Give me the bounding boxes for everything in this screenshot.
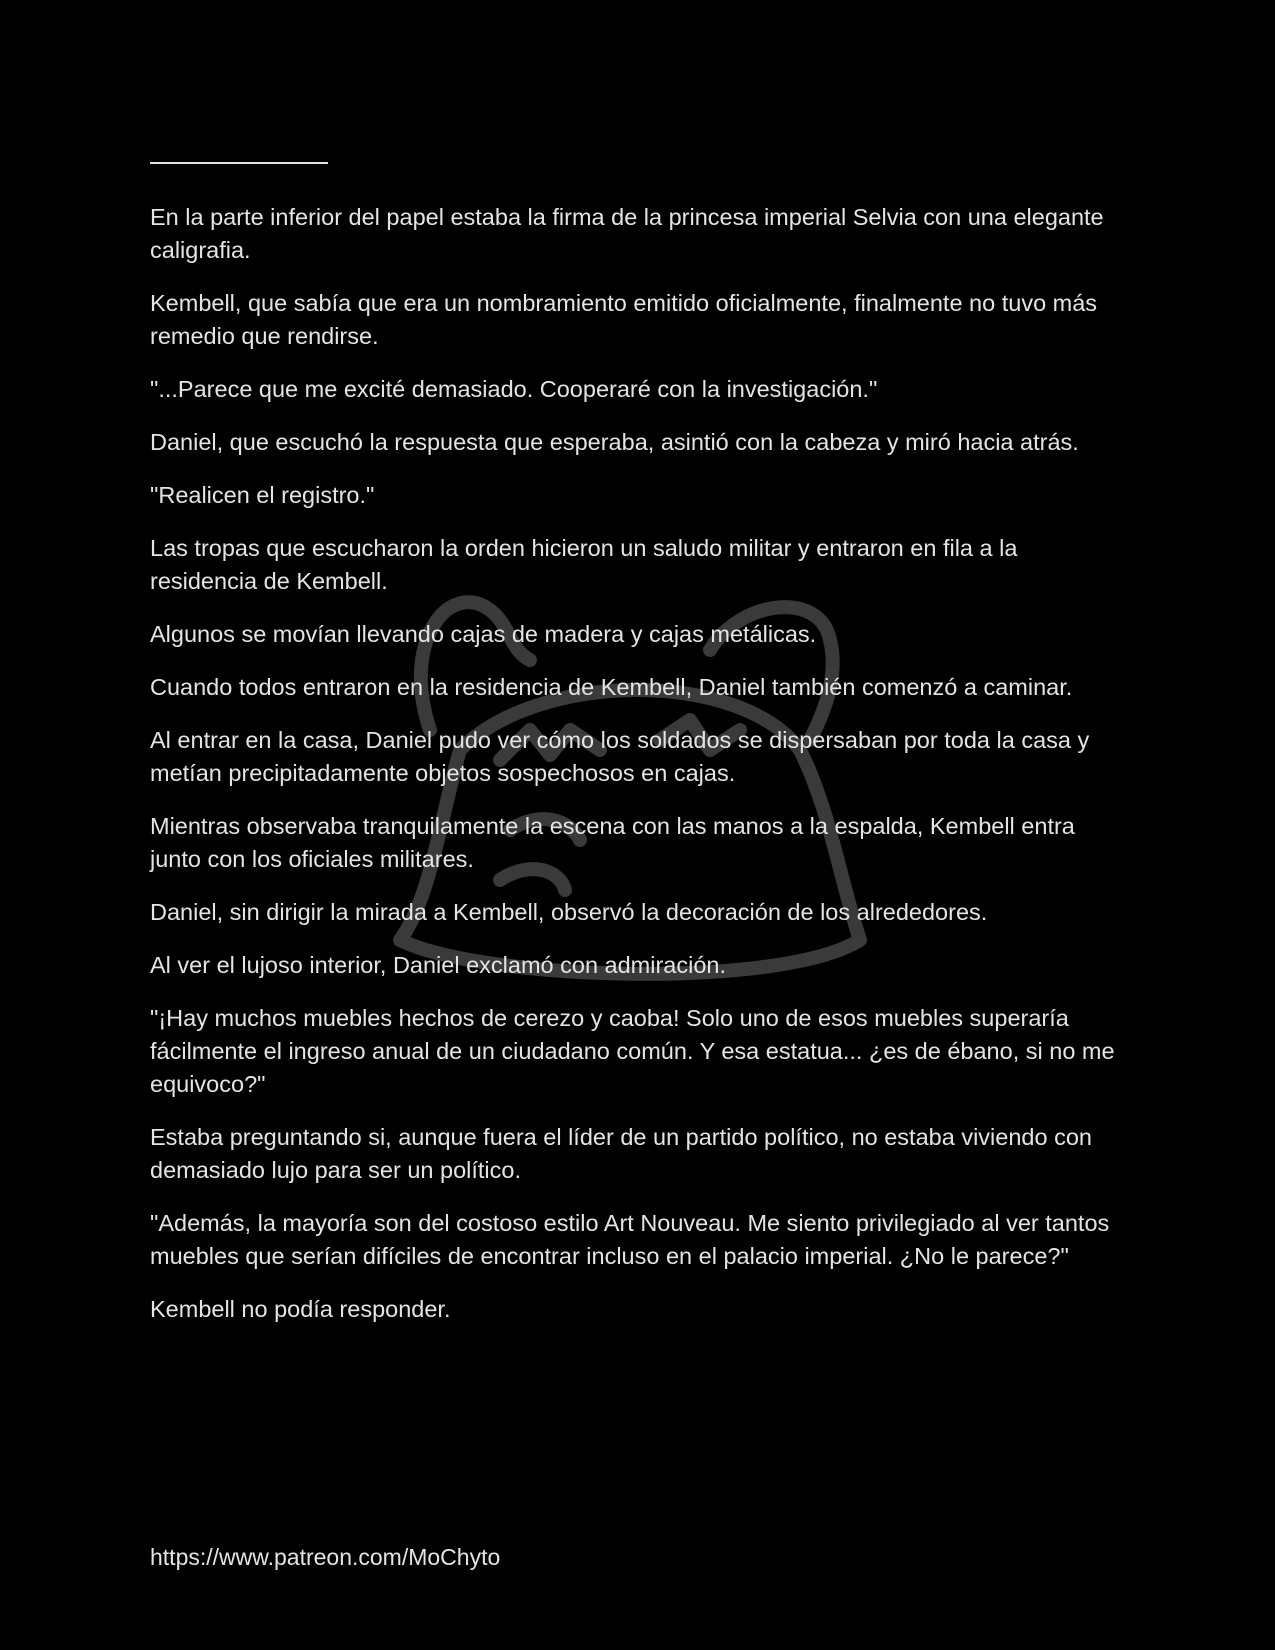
- paragraph: Daniel, que escuchó la respuesta que esperaba, asintió con la cabeza y miró hacia atrás.: [150, 429, 1079, 455]
- patreon-link[interactable]: https://www.patreon.com/MoChyto: [150, 1544, 501, 1570]
- paragraph: Kembell, que sabía que era un nombramiento emitido oficialmente, finalmente no tuvo más remedio que rendirse.: [150, 290, 1098, 349]
- paragraph: "Además, la mayoría son del costoso estilo Art Nouveau. Me siento privilegiado al ver tantos muebles que serían difíciles de encontrar incluso en el palacio imperial. ¿No le parece?": [150, 1210, 1110, 1269]
- paragraph: Al entrar en la casa, Daniel pudo ver cómo los soldados se dispersaban por toda la casa y metían precipitadamente objetos sospechosos en cajas.: [150, 727, 1090, 786]
- top-divider: [150, 162, 328, 164]
- document-body: [150, 201, 1125, 1346]
- paragraph: Al ver el lujoso interior, Daniel exclamó con admiración.: [150, 952, 727, 978]
- paragraph: Mientras observaba tranquilamente la escena con las manos a la espalda, Kembell entra junto con los oficiales militares.: [150, 813, 1075, 872]
- paragraph: Algunos se movían llevando cajas de madera y cajas metálicas.: [150, 621, 817, 647]
- paragraph: Cuando todos entraron en la residencia de Kembell, Daniel también comenzó a caminar.: [150, 674, 1073, 700]
- paragraph: En la parte inferior del papel estaba la firma de la princesa imperial Selvia con una elegante caligrafia.: [150, 204, 1104, 263]
- paragraph: Las tropas que escucharon la orden hicieron un saludo militar y entraron en fila a la residencia de Kembell.: [150, 535, 1018, 594]
- paragraph: Daniel, sin dirigir la mirada a Kembell, observó la decoración de los alrededores.: [150, 899, 988, 925]
- paragraph: Estaba preguntando si, aunque fuera el líder de un partido político, no estaba viviendo con demasiado lujo para ser un político.: [150, 1124, 1092, 1183]
- paragraph: "Realicen el registro.": [150, 482, 375, 508]
- paragraph: Kembell no podía responder.: [150, 1296, 451, 1322]
- paragraph: "...Parece que me excité demasiado. Cooperaré con la investigación.": [150, 376, 878, 402]
- paragraph: "¡Hay muchos muebles hechos de cerezo y caoba! Solo uno de esos muebles superaría fácilmente el ingreso anual de un ciudadano común. Y esa estatua... ¿es de ébano, si no me equivoco?": [150, 1005, 1115, 1097]
